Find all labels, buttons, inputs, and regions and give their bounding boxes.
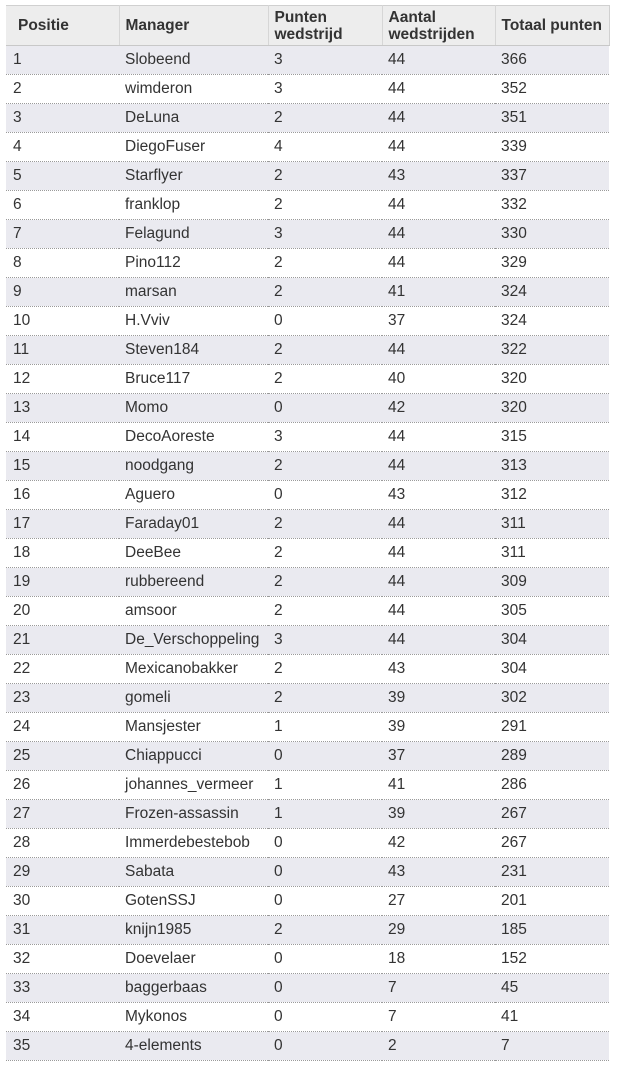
table-row[interactable] [6, 829, 609, 858]
position-cell: 19 [6, 568, 119, 597]
matches-count-cell: 43 [382, 481, 495, 510]
total-points-cell: 305 [495, 597, 609, 626]
match-points-cell: 0 [268, 887, 382, 916]
matches-count-cell: 27 [382, 887, 495, 916]
matches-count-cell: 44 [382, 626, 495, 655]
standings-panel [6, 5, 609, 1061]
match-points-cell: 0 [268, 394, 382, 423]
manager-cell: DecoAoreste [119, 423, 268, 452]
table-row[interactable] [6, 191, 609, 220]
matches-count-cell: 7 [382, 1003, 495, 1032]
manager-cell: Frozen-assassin [119, 800, 268, 829]
match-points-cell: 0 [268, 307, 382, 336]
manager-cell: noodgang [119, 452, 268, 481]
match-points-cell: 0 [268, 481, 382, 510]
table-row[interactable] [6, 684, 609, 713]
manager-cell: GotenSSJ [119, 887, 268, 916]
total-points-cell: 7 [495, 1032, 609, 1061]
table-row[interactable] [6, 220, 609, 249]
manager-cell: DeeBee [119, 539, 268, 568]
match-points-cell: 3 [268, 423, 382, 452]
match-points-cell: 0 [268, 974, 382, 1003]
matches-count-cell: 7 [382, 974, 495, 1003]
matches-count-cell: 44 [382, 133, 495, 162]
total-points-cell: 312 [495, 481, 609, 510]
manager-cell: Steven184 [119, 336, 268, 365]
table-row[interactable] [6, 423, 609, 452]
position-cell: 14 [6, 423, 119, 452]
match-points-cell: 1 [268, 800, 382, 829]
table-row[interactable] [6, 887, 609, 916]
table-header [6, 6, 609, 46]
total-points-cell: 302 [495, 684, 609, 713]
table-row[interactable] [6, 1032, 609, 1061]
total-points-cell: 324 [495, 278, 609, 307]
position-cell: 4 [6, 133, 119, 162]
total-points-cell: 309 [495, 568, 609, 597]
total-points-cell: 337 [495, 162, 609, 191]
column-header-aantal-wedstrijden[interactable]: Aantal wedstrijden [382, 6, 495, 46]
total-points-cell: 313 [495, 452, 609, 481]
match-points-cell: 2 [268, 278, 382, 307]
manager-cell: amsoor [119, 597, 268, 626]
match-points-cell: 2 [268, 191, 382, 220]
table-row[interactable] [6, 75, 609, 104]
table-row[interactable] [6, 336, 609, 365]
position-cell: 30 [6, 887, 119, 916]
position-cell: 31 [6, 916, 119, 945]
position-cell: 17 [6, 510, 119, 539]
total-points-cell: 41 [495, 1003, 609, 1032]
matches-count-cell: 44 [382, 597, 495, 626]
total-points-cell: 289 [495, 742, 609, 771]
table-row[interactable] [6, 278, 609, 307]
matches-count-cell: 40 [382, 365, 495, 394]
manager-cell: Momo [119, 394, 268, 423]
position-cell: 27 [6, 800, 119, 829]
manager-cell: Mykonos [119, 1003, 268, 1032]
position-cell: 29 [6, 858, 119, 887]
table-body [6, 46, 609, 1061]
total-points-cell: 152 [495, 945, 609, 974]
position-cell: 25 [6, 742, 119, 771]
manager-cell: baggerbaas [119, 974, 268, 1003]
position-cell: 5 [6, 162, 119, 191]
manager-cell: Mexicanobakker [119, 655, 268, 684]
total-points-cell: 291 [495, 713, 609, 742]
match-points-cell: 2 [268, 684, 382, 713]
table-row[interactable] [6, 742, 609, 771]
manager-cell: Felagund [119, 220, 268, 249]
matches-count-cell: 39 [382, 684, 495, 713]
position-cell: 9 [6, 278, 119, 307]
matches-count-cell: 39 [382, 713, 495, 742]
matches-count-cell: 29 [382, 916, 495, 945]
position-cell: 21 [6, 626, 119, 655]
total-points-cell: 332 [495, 191, 609, 220]
position-cell: 22 [6, 655, 119, 684]
position-cell: 28 [6, 829, 119, 858]
match-points-cell: 2 [268, 104, 382, 133]
position-cell: 16 [6, 481, 119, 510]
matches-count-cell: 44 [382, 452, 495, 481]
matches-count-cell: 44 [382, 191, 495, 220]
match-points-cell: 1 [268, 771, 382, 800]
position-cell: 8 [6, 249, 119, 278]
total-points-cell: 339 [495, 133, 609, 162]
table-row[interactable] [6, 394, 609, 423]
manager-cell: Slobeend [119, 46, 268, 75]
manager-cell: gomeli [119, 684, 268, 713]
table-row[interactable] [6, 510, 609, 539]
manager-cell: 4-elements [119, 1032, 268, 1061]
manager-cell: DiegoFuser [119, 133, 268, 162]
table-row[interactable] [6, 974, 609, 1003]
position-cell: 13 [6, 394, 119, 423]
manager-cell: Bruce117 [119, 365, 268, 394]
match-points-cell: 0 [268, 829, 382, 858]
matches-count-cell: 42 [382, 829, 495, 858]
position-cell: 1 [6, 46, 119, 75]
manager-cell: Faraday01 [119, 510, 268, 539]
matches-count-cell: 44 [382, 220, 495, 249]
matches-count-cell: 41 [382, 771, 495, 800]
manager-cell: wimderon [119, 75, 268, 104]
match-points-cell: 3 [268, 75, 382, 104]
total-points-cell: 185 [495, 916, 609, 945]
matches-count-cell: 44 [382, 104, 495, 133]
table-row[interactable] [6, 539, 609, 568]
match-points-cell: 2 [268, 510, 382, 539]
match-points-cell: 1 [268, 713, 382, 742]
matches-count-cell: 43 [382, 858, 495, 887]
total-points-cell: 315 [495, 423, 609, 452]
total-points-cell: 351 [495, 104, 609, 133]
position-cell: 32 [6, 945, 119, 974]
manager-cell: knijn1985 [119, 916, 268, 945]
position-cell: 15 [6, 452, 119, 481]
match-points-cell: 0 [268, 858, 382, 887]
match-points-cell: 4 [268, 133, 382, 162]
matches-count-cell: 37 [382, 742, 495, 771]
table-row[interactable] [6, 365, 609, 394]
total-points-cell: 320 [495, 365, 609, 394]
total-points-cell: 304 [495, 655, 609, 684]
standings-table [6, 5, 610, 1061]
position-cell: 34 [6, 1003, 119, 1032]
table-row[interactable] [6, 133, 609, 162]
total-points-cell: 330 [495, 220, 609, 249]
table-row[interactable] [6, 104, 609, 133]
match-points-cell: 2 [268, 916, 382, 945]
matches-count-cell: 2 [382, 1032, 495, 1061]
position-cell: 26 [6, 771, 119, 800]
manager-cell: Starflyer [119, 162, 268, 191]
matches-count-cell: 41 [382, 278, 495, 307]
match-points-cell: 2 [268, 539, 382, 568]
manager-cell: johannes_vermeer [119, 771, 268, 800]
matches-count-cell: 42 [382, 394, 495, 423]
position-cell: 20 [6, 597, 119, 626]
total-points-cell: 322 [495, 336, 609, 365]
table-row[interactable] [6, 655, 609, 684]
position-cell: 18 [6, 539, 119, 568]
position-cell: 12 [6, 365, 119, 394]
manager-cell: Sabata [119, 858, 268, 887]
position-cell: 10 [6, 307, 119, 336]
match-points-cell: 3 [268, 46, 382, 75]
match-points-cell: 0 [268, 1032, 382, 1061]
match-points-cell: 2 [268, 365, 382, 394]
match-points-cell: 0 [268, 1003, 382, 1032]
matches-count-cell: 44 [382, 336, 495, 365]
matches-count-cell: 18 [382, 945, 495, 974]
manager-cell: franklop [119, 191, 268, 220]
matches-count-cell: 43 [382, 655, 495, 684]
header-row [6, 6, 609, 46]
total-points-cell: 311 [495, 510, 609, 539]
match-points-cell: 2 [268, 452, 382, 481]
manager-cell: Immerdebestebob [119, 829, 268, 858]
table-row[interactable] [6, 858, 609, 887]
total-points-cell: 267 [495, 800, 609, 829]
total-points-cell: 352 [495, 75, 609, 104]
total-points-cell: 329 [495, 249, 609, 278]
match-points-cell: 2 [268, 655, 382, 684]
column-header-manager[interactable]: Manager [119, 6, 268, 46]
position-cell: 35 [6, 1032, 119, 1061]
total-points-cell: 324 [495, 307, 609, 336]
table-row[interactable] [6, 568, 609, 597]
table-row[interactable] [6, 800, 609, 829]
table-row[interactable] [6, 481, 609, 510]
matches-count-cell: 44 [382, 539, 495, 568]
table-row[interactable] [6, 713, 609, 742]
position-cell: 23 [6, 684, 119, 713]
total-points-cell: 286 [495, 771, 609, 800]
manager-cell: marsan [119, 278, 268, 307]
matches-count-cell: 43 [382, 162, 495, 191]
position-cell: 2 [6, 75, 119, 104]
manager-cell: rubbereend [119, 568, 268, 597]
manager-cell: Aguero [119, 481, 268, 510]
match-points-cell: 3 [268, 626, 382, 655]
position-cell: 3 [6, 104, 119, 133]
table-row[interactable] [6, 771, 609, 800]
matches-count-cell: 44 [382, 510, 495, 539]
match-points-cell: 2 [268, 597, 382, 626]
match-points-cell: 0 [268, 742, 382, 771]
total-points-cell: 304 [495, 626, 609, 655]
total-points-cell: 231 [495, 858, 609, 887]
matches-count-cell: 44 [382, 423, 495, 452]
manager-cell: DeLuna [119, 104, 268, 133]
position-cell: 33 [6, 974, 119, 1003]
total-points-cell: 201 [495, 887, 609, 916]
table-row[interactable] [6, 46, 609, 75]
position-cell: 24 [6, 713, 119, 742]
matches-count-cell: 39 [382, 800, 495, 829]
match-points-cell: 2 [268, 336, 382, 365]
match-points-cell: 2 [268, 568, 382, 597]
table-row[interactable] [6, 916, 609, 945]
table-row[interactable] [6, 249, 609, 278]
manager-cell: Pino112 [119, 249, 268, 278]
table-row[interactable] [6, 945, 609, 974]
match-points-cell: 2 [268, 162, 382, 191]
match-points-cell: 3 [268, 220, 382, 249]
match-points-cell: 0 [268, 945, 382, 974]
matches-count-cell: 44 [382, 75, 495, 104]
matches-count-cell: 44 [382, 249, 495, 278]
manager-cell: De_Verschoppeling [119, 626, 268, 655]
position-cell: 11 [6, 336, 119, 365]
table-row[interactable] [6, 1003, 609, 1032]
total-points-cell: 311 [495, 539, 609, 568]
column-header-punten-wedstrijd[interactable]: Punten wedstrijd [268, 6, 382, 46]
match-points-cell: 2 [268, 249, 382, 278]
table-row[interactable] [6, 162, 609, 191]
matches-count-cell: 37 [382, 307, 495, 336]
matches-count-cell: 44 [382, 46, 495, 75]
column-header-positie[interactable]: Positie [6, 6, 119, 46]
manager-cell: Mansjester [119, 713, 268, 742]
table-row[interactable] [6, 452, 609, 481]
manager-cell: Doevelaer [119, 945, 268, 974]
total-points-cell: 366 [495, 46, 609, 75]
table-row[interactable] [6, 626, 609, 655]
manager-cell: H.Vviv [119, 307, 268, 336]
manager-cell: Chiappucci [119, 742, 268, 771]
total-points-cell: 45 [495, 974, 609, 1003]
total-points-cell: 267 [495, 829, 609, 858]
column-header-totaal-punten[interactable]: Totaal punten [495, 6, 609, 46]
position-cell: 7 [6, 220, 119, 249]
position-cell: 6 [6, 191, 119, 220]
total-points-cell: 320 [495, 394, 609, 423]
table-row[interactable] [6, 307, 609, 336]
table-row[interactable] [6, 597, 609, 626]
matches-count-cell: 44 [382, 568, 495, 597]
